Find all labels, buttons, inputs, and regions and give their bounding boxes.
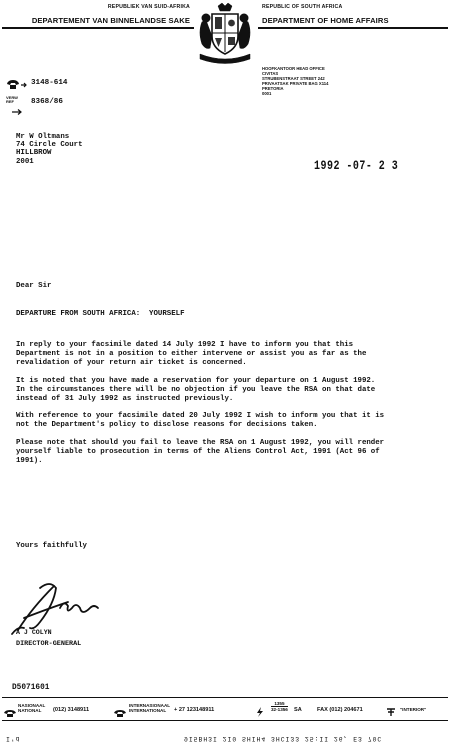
- left-header-rule: [2, 27, 194, 29]
- footer-national-label: [18, 703, 45, 713]
- telex-number-bottom: 32-1356: [271, 707, 288, 712]
- international-label-en: INTERNATIONAL: [129, 708, 167, 713]
- national-label-en: NATIONAL: [18, 708, 42, 713]
- footer-bottom-rule: [2, 720, 448, 721]
- date-stamp: 1992 -07- 2 3: [314, 159, 399, 173]
- right-country-name: REPUBLIC OF SOUTH AFRICA: [262, 4, 343, 10]
- footer-national-number: (012) 3148911: [53, 707, 90, 713]
- left-department-name: DEPARTEMENT VAN BINNELANDSE SAKE: [31, 16, 190, 25]
- letter-subject: DEPARTURE FROM SOUTH AFRICA: YOURSELF: [16, 310, 185, 318]
- international-label-af: INTERNASIONAAL: [129, 703, 171, 708]
- reference-arrow-icon: [12, 102, 22, 108]
- address-line: CIVITAS: [262, 71, 279, 76]
- footer-telex-suffix: SA: [294, 707, 302, 713]
- body-paragraph: It is noted that you have made a reservation for your departure on 1 August 1992. In the circumstances there will be no objection if you leave the RSA on that date instead of 31 July 1992 as instructed previously.: [16, 376, 376, 403]
- closing: Yours faithfully: [16, 542, 87, 550]
- signer-name: A J COLYN: [16, 629, 52, 636]
- fax-transmission-header: 9I5BH3I 2I0 SHIH4 3HCI33 25:II 26, E3 70C: [184, 735, 383, 742]
- telephone-icon: [6, 78, 28, 90]
- body-paragraph: Please note that should you fail to leave the RSA on 1 August 1992, you will render yourself liable to prosecution in terms of the Aliens Control Act, 1991 (Act 96 of 1991).: [16, 439, 385, 466]
- address-line: 0001: [262, 91, 272, 96]
- footer-international-label: [129, 703, 170, 713]
- footer-fax: FAX (012) 204671: [317, 707, 363, 713]
- reference-label-en: REF: [6, 99, 14, 105]
- footer-telex-numbers: [271, 701, 288, 712]
- telex-number-top: 1355: [274, 701, 285, 706]
- signer-title: DIRECTOR-GENERAL: [16, 640, 82, 648]
- address-line: PRIVAATSAK PRIVATE BAG X114: [262, 81, 329, 86]
- our-reference-number: 8368/86: [31, 98, 63, 106]
- head-office-address: [262, 66, 412, 96]
- footer-top-rule: [2, 697, 448, 698]
- body-paragraph: With reference to your facsimile dated 20 July 1992 I wish to inform you that it is not the Department's policy to disclose reasons for decisions taken.: [16, 412, 385, 430]
- national-label-af: NASIONAAL: [18, 703, 46, 708]
- telephone-number: 3148-614: [31, 79, 68, 87]
- telephone-icon: [114, 705, 126, 713]
- reference-label-af: VERW: [6, 95, 18, 100]
- right-header-rule: [258, 27, 448, 29]
- left-country-name: REPUBLIEK VAN SUID-AFRIKA: [107, 4, 190, 10]
- coat-of-arms-emblem: [196, 2, 254, 68]
- address-line: PRETORIA: [262, 86, 284, 91]
- telegram-icon: [386, 704, 396, 714]
- document-code: D5071601: [12, 684, 50, 692]
- letter-body: [16, 341, 386, 466]
- footer-international-number: + 27 123148911: [174, 707, 215, 713]
- recipient-line: Mr W Oltmans: [16, 133, 70, 141]
- handwritten-signature: [10, 578, 120, 636]
- recipient-line: 74 Circle Court: [16, 141, 83, 150]
- right-department-name: DEPARTMENT OF HOME AFFAIRS: [262, 16, 389, 25]
- recipient-line: HILLBROW: [16, 149, 52, 158]
- address-line: STRUBENSTRAAT STREET 242: [262, 76, 325, 81]
- telex-lightning-icon: [255, 704, 265, 714]
- body-paragraph: In reply to your facsimile dated 14 July 1992 I have to inform you that this Department is not in a position to either intervene or assist you as far as the revalidation of your return air ticket is concerned.: [16, 341, 367, 367]
- footer-telegram-address: "INTERIOR": [400, 707, 427, 712]
- address-line: HOOFKANTOOR HEAD OFFICE: [262, 66, 325, 71]
- salutation: Dear Sir: [16, 282, 52, 290]
- recipient-address: [16, 133, 83, 166]
- telephone-icon: [4, 705, 16, 713]
- fax-page-marker: I'd: [6, 735, 21, 742]
- recipient-line: 2001: [16, 157, 34, 166]
